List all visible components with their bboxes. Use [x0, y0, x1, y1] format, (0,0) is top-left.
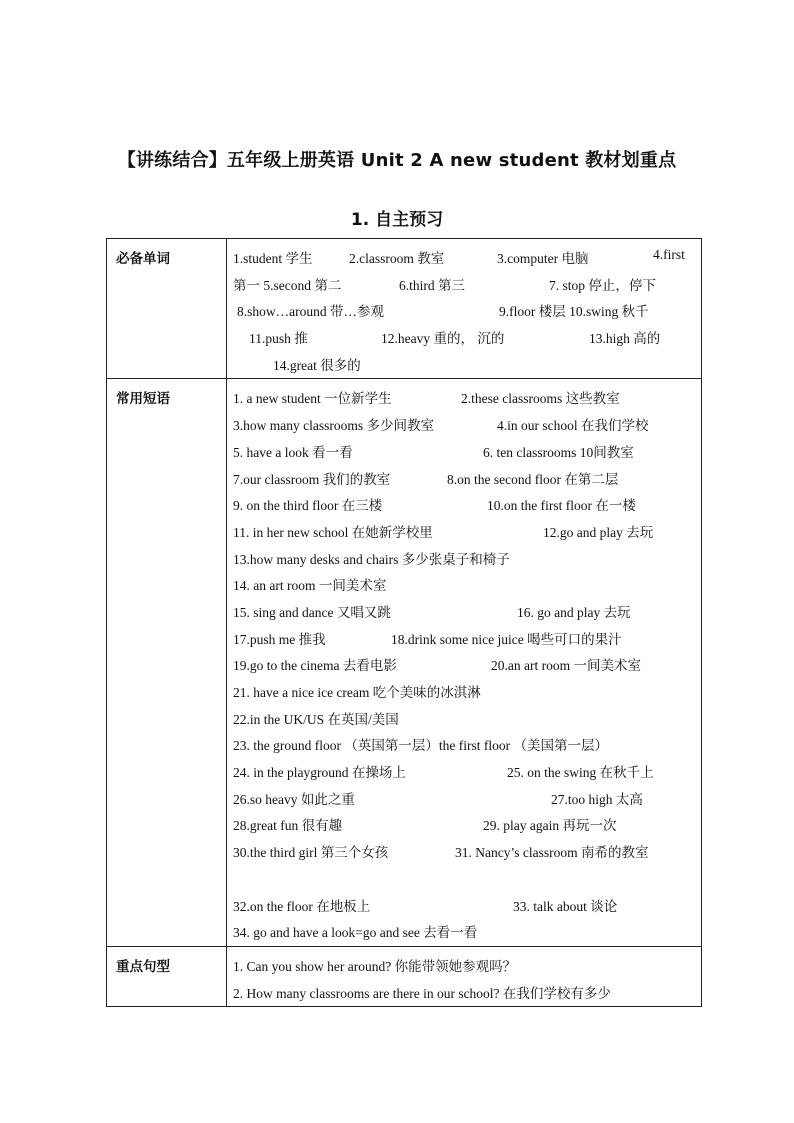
phrase-entry: 10.on the first floor 在一楼: [487, 498, 636, 514]
document-title: 【讲练结合】五年级上册英语 Unit 2 A new student 教材划重点: [117, 150, 677, 171]
list-item: [233, 350, 695, 377]
vocab-entry: 9.floor 楼层 10.swing 秋千: [499, 304, 649, 320]
phrase-entry: 17.push me 推我: [233, 631, 326, 647]
phrase-entry: 23. the ground floor （英国第一层）the first floor （美国第一层）: [233, 738, 608, 754]
phrase-entry: 6. ten classrooms 10间教室: [483, 444, 634, 460]
list-item: [233, 597, 695, 624]
vocab-entry: 12.heavy 重的， 沉的: [381, 331, 505, 347]
sentence-entry: 1. Can you show her around? 你能带领她参观吗？: [233, 958, 517, 974]
list-item: [233, 410, 695, 437]
list-item: [233, 951, 695, 978]
list-item: [233, 270, 695, 297]
list-item: [233, 544, 695, 571]
table-row-vocab: [107, 239, 702, 379]
phrase-entry: 12.go and play 去玩: [543, 524, 654, 540]
content-cell: [227, 239, 702, 379]
vocab-entry: 8.show…around 带…参观: [237, 304, 384, 320]
phrase-entry: 9. on the third floor 在三楼: [233, 498, 383, 514]
phrase-entry: 7.our classroom 我们的教室: [233, 471, 391, 487]
phrase-entry: 11. in her new school 在她新学校里: [233, 524, 433, 540]
list-item: [233, 243, 695, 270]
category-cell: 重点句型: [107, 946, 227, 1006]
vocab-entry: 13.high 高的: [589, 331, 661, 347]
phrase-entry: 29. play again 再玩一次: [483, 818, 617, 834]
list-item: [233, 296, 695, 323]
vocab-entry: 11.push 推: [249, 331, 308, 347]
list-item: [233, 757, 695, 784]
section-heading: 1. 自主预习: [350, 210, 444, 230]
list-item: [233, 517, 695, 544]
phrase-entry: 27.too high 太高: [551, 791, 643, 807]
content-cell: [227, 946, 702, 1006]
sentence-entry: 2. How many classrooms are there in our school? 在我们学校有多少: [233, 985, 611, 1001]
phrase-entry: 16. go and play 去玩: [517, 604, 631, 620]
phrase-entry: 14. an art room 一间美术室: [233, 578, 387, 594]
phrase-entry: 33. talk about 谈论: [513, 898, 618, 914]
list-item: [233, 917, 695, 944]
blank-line: [233, 864, 695, 891]
phrase-entry: 22.in the UK/US 在英国/美国: [233, 711, 399, 727]
list-item: [233, 730, 695, 757]
vocab-entry: 3.computer 电脑: [497, 251, 589, 266]
phrase-entry: 24. in the playground 在操场上: [233, 765, 406, 781]
list-item: [233, 837, 695, 864]
phrase-entry: 1. a new student 一位新学生: [233, 391, 392, 407]
list-item: [233, 490, 695, 517]
category-cell: 常用短语: [107, 379, 227, 946]
phrase-entry: 30.the third girl 第三个女孩: [233, 845, 389, 861]
list-item: [233, 624, 695, 651]
phrase-entry: 13.how many desks and chairs 多少张桌子和椅子: [233, 551, 510, 567]
phrase-entry: 32.on the floor 在地板上: [233, 898, 371, 914]
vocab-entry: 1.student 学生: [233, 251, 313, 266]
phrase-entry: 20.an art room 一间美术室: [491, 658, 641, 674]
list-item: [233, 464, 695, 491]
table-row-phrases: [107, 379, 702, 946]
phrase-entry: 4.in our school 在我们学校: [497, 418, 649, 434]
phrase-entry: 3.how many classrooms 多少间教室: [233, 418, 434, 434]
phrase-entry: 28.great fun 很有趣: [233, 818, 343, 834]
phrase-entry: 18.drink some nice juice 喝些可口的果汁: [391, 631, 622, 647]
vocab-entry: 第一 5.second 第二: [233, 277, 342, 293]
vocab-entry: 14.great 很多的: [273, 357, 361, 373]
phrase-entry: 34. go and have a look=go and see 去看一看: [233, 925, 478, 941]
list-item: [233, 677, 695, 704]
study-table: [106, 238, 702, 1007]
list-item: [233, 437, 695, 464]
phrase-entry: 31. Nancy’s classroom 南希的教室: [455, 845, 649, 861]
phrase-entry: 5. have a look 看一看: [233, 444, 353, 460]
phrase-entry: 8.on the second floor 在第二层: [447, 471, 619, 487]
phrase-entry: 26.so heavy 如此之重: [233, 791, 355, 807]
vocab-entry: 6.third 第三: [399, 277, 465, 293]
phrase-entry: 15. sing and dance 又唱又跳: [233, 604, 391, 620]
table-row-sentences: [107, 946, 702, 1006]
content-cell: [227, 379, 702, 946]
list-item: [233, 810, 695, 837]
list-item: [233, 704, 695, 731]
phrase-entry: 25. on the swing 在秋千上: [507, 765, 654, 781]
list-item: [233, 323, 695, 350]
phrase-entry: 2.these classrooms 这些教室: [461, 391, 620, 407]
list-item: [233, 891, 695, 918]
vocab-entry: 7. stop 停止，停下: [549, 277, 656, 293]
vocab-entry: 4.first: [653, 247, 685, 262]
category-cell: 必备单词: [107, 239, 227, 379]
phrase-entry: 19.go to the cinema 去看电影: [233, 658, 397, 674]
vocab-entry: 2.classroom 教室: [349, 251, 445, 266]
phrase-entry: 21. have a nice ice cream 吃个美味的冰淇淋: [233, 685, 481, 700]
list-item: [233, 570, 695, 597]
list-item: [233, 383, 695, 410]
list-item: [233, 650, 695, 677]
list-item: [233, 978, 695, 1005]
list-item: [233, 784, 695, 811]
